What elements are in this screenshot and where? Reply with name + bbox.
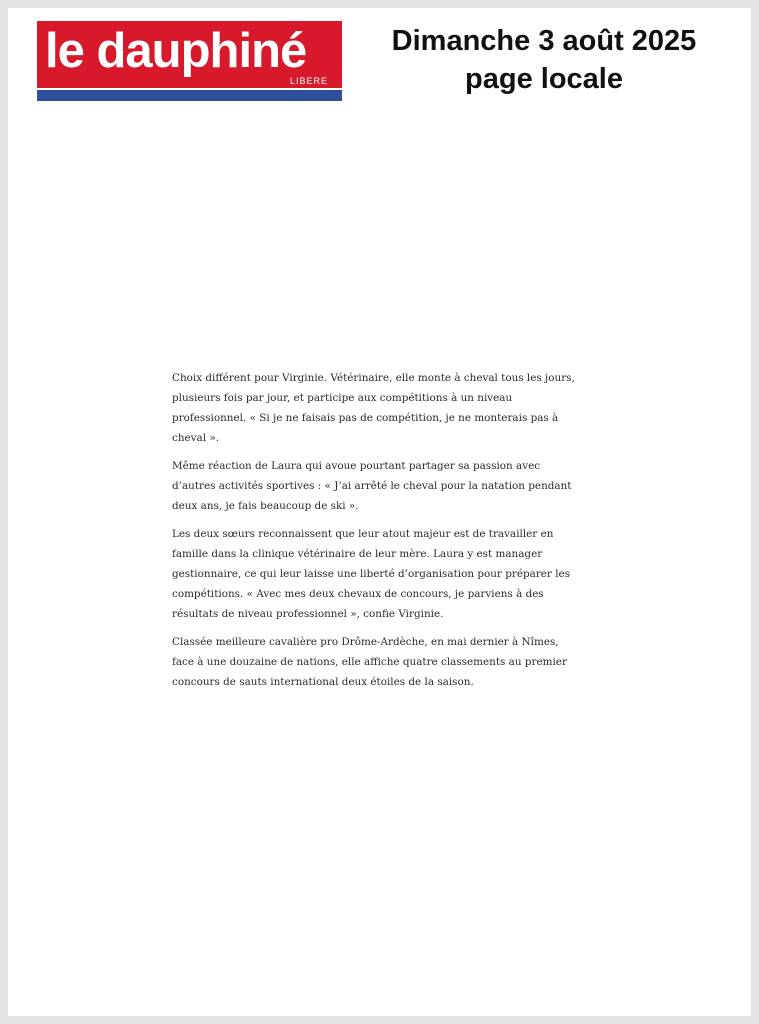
article-paragraph: Les deux sœurs reconnaissent que leur atout majeur est de travailler en famille dans la clinique vétérinaire de leur mère. Laura y est manager gestionnaire, ce qui leur laisse une liberté d’organisation pour préparer les compétitions. « Avec mes deux chevaux de concours, je parviens à des résultats de niveau professionnel », confie Virginie. xyxy=(172,528,571,620)
logo-subtitle: LIBERE xyxy=(289,76,328,86)
logo-blue-band xyxy=(37,90,342,101)
edition-date: Dimanche 3 août 2025 xyxy=(391,25,697,57)
article-body xyxy=(172,368,582,700)
article-paragraph: Même réaction de Laura qui avoue pourtant partager sa passion avec d’autres activités sportives : « J’ai arrêté le cheval pour la natation pendant deux ans, je fais beaucoup de ski ». xyxy=(172,460,572,512)
article-paragraph: Classée meilleure cavalière pro Drôme-Ardèche, en mai dernier à Nîmes, face à une douzaine de nations, elle affiche quatre classements au premier concours de sauts international deux étoiles de la saison. xyxy=(172,636,567,688)
article-paragraph: Choix différent pour Virginie. Vétérinaire, elle monte à cheval tous les jours, plusieurs fois par jour, et participe aux compétitions à un niveau professionnel. « Si je ne faisais pas de compétition, je ne monterais pas à cheval ». xyxy=(172,372,575,444)
edition-section: page locale xyxy=(465,63,623,95)
edition-header xyxy=(358,22,730,98)
newspaper-page xyxy=(8,8,751,1016)
newspaper-logo xyxy=(37,21,342,101)
logo-wordmark: le dauphiné xyxy=(45,24,307,78)
